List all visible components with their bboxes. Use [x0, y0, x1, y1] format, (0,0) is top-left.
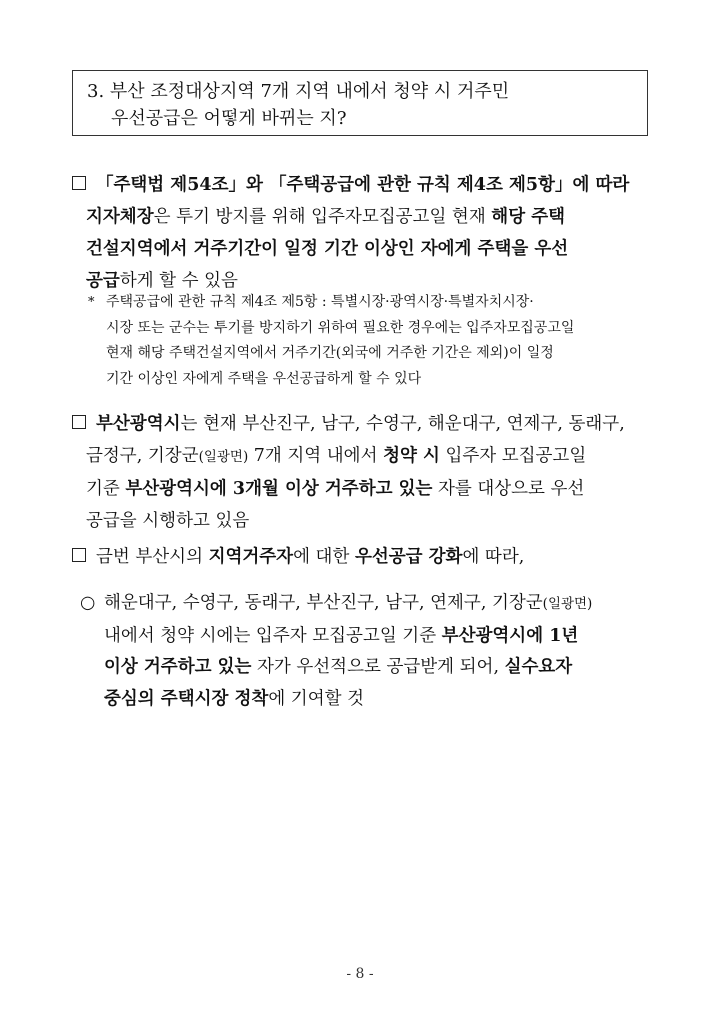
section2-line-4: 공급을 시행하고 있음	[86, 511, 250, 531]
section2-l3-text-c: 자를 대상으로 우선	[432, 479, 585, 499]
section-current-status	[72, 408, 650, 537]
section-strengthening	[72, 541, 650, 573]
section2-l3-bold: 부산광역시에 3개월 이상 거주하고 있는	[125, 479, 433, 499]
section2-l2-text-a: 금정구, 기장군	[86, 446, 199, 466]
note-line-1	[88, 290, 648, 316]
section3-line-1	[72, 541, 650, 573]
checkbox-square-icon	[72, 415, 86, 429]
bullet-l4-text: 에 기여할 것	[268, 688, 364, 709]
section2-l2-bold: 청약 시	[383, 446, 440, 466]
section3-l1-text-e: 에 따라,	[462, 547, 525, 567]
question-box	[72, 70, 648, 136]
section-legal-basis	[72, 169, 650, 297]
bullet-new-policy	[80, 588, 652, 715]
section2-line-2	[72, 440, 650, 473]
checkbox-square-icon	[72, 548, 86, 562]
bullet-l1-paren: (일광면)	[542, 596, 593, 612]
bullet-l2-text: 내에서 청약 시에는 입주자 모집공고일 기준	[104, 625, 442, 646]
note-line-3: 현재 해당 주택건설지역에서 거주기간(외국에 거주한 기간은 제외)이 일정	[106, 345, 554, 361]
section3-l1-bold-b: 지역거주자	[208, 547, 294, 567]
section1-l4-text: 하게 할 수 있음	[119, 271, 238, 291]
checkbox-square-icon	[72, 176, 86, 190]
question-line-2: 우선공급은 어떻게 바뀌는 지?	[111, 108, 347, 129]
bullet-l2-bold: 부산광역시에 1년	[441, 625, 579, 646]
note-line-4: 기간 이상인 자에게 주택을 우선공급하게 할 수 있다	[106, 370, 422, 387]
section2-l1-bold: 부산광역시	[96, 414, 181, 434]
bullet-line-2	[80, 621, 652, 653]
section1-line-2	[72, 201, 650, 233]
section1-line-1	[72, 169, 650, 201]
bullet-l4-bold: 중심의 주택시장 정착	[104, 688, 269, 709]
section1-l2-text: 은 투기 방지를 위해 입주자모집공고일 현재	[153, 207, 492, 227]
section2-l3-text-a: 기준	[86, 479, 126, 499]
bullet-line-3	[80, 652, 652, 684]
bullet-l3-bold-c: 실수요자	[504, 657, 573, 677]
footnote-rule	[88, 290, 648, 392]
section1-l4-bold: 공급	[86, 271, 120, 291]
section2-l2-text-b: 7개 지역 내에서	[248, 446, 384, 466]
bullet-l3-text: 자가 우선적으로 공급받게 되어,	[251, 657, 505, 677]
question-line-1: 3. 부산 조정대상지역 7개 지역 내에서 청약 시 거주민	[87, 81, 510, 102]
section1-l2-bold-c: 해당 주택	[491, 207, 566, 227]
section2-line-1	[72, 408, 650, 440]
section1-l2-bold-a: 지자체장	[86, 207, 154, 227]
bullet-line-1	[80, 588, 652, 621]
circle-bullet-icon: ○	[80, 593, 96, 613]
note-line-2: 시장 또는 군수는 투기를 방지하기 위하여 필요한 경우에는 입주자모집공고일	[106, 319, 575, 336]
section2-l2-paren: (일광면)	[198, 449, 249, 465]
bullet-line-4	[80, 684, 652, 716]
bullet-l1-text: 해운대구, 수영구, 동래구, 부산진구, 남구, 연제구, 기장군	[104, 593, 543, 613]
bullet-l3-bold-a: 이상 거주하고 있는	[104, 657, 252, 677]
section1-line-3: 건설지역에서 거주기간이 일정 기간 이상인 자에게 주택을 우선	[86, 239, 569, 259]
asterisk-icon: *	[88, 295, 95, 310]
section2-l2-text-d: 입주자 모집공고일	[439, 446, 587, 466]
section3-l1-bold-d: 우선공급 강화	[354, 547, 463, 567]
page-number: - 8 -	[346, 966, 374, 982]
section3-l1-text-a: 금번 부산시의	[96, 547, 209, 567]
section2-line-3	[72, 473, 650, 505]
section3-l1-text-c: 에 대한	[293, 547, 355, 567]
note-text-1: 주택공급에 관한 규칙 제4조 제5항 : 특별시장·광역시장·특별자치시장·	[106, 294, 534, 310]
section2-l1-text: 는 현재 부산진구, 남구, 수영구, 해운대구, 연제구, 동래구,	[180, 414, 625, 434]
law-reference: 「주택법 제54조」와 「주택공급에 관한 규칙 제4조 제5항」에 따라	[96, 175, 630, 195]
